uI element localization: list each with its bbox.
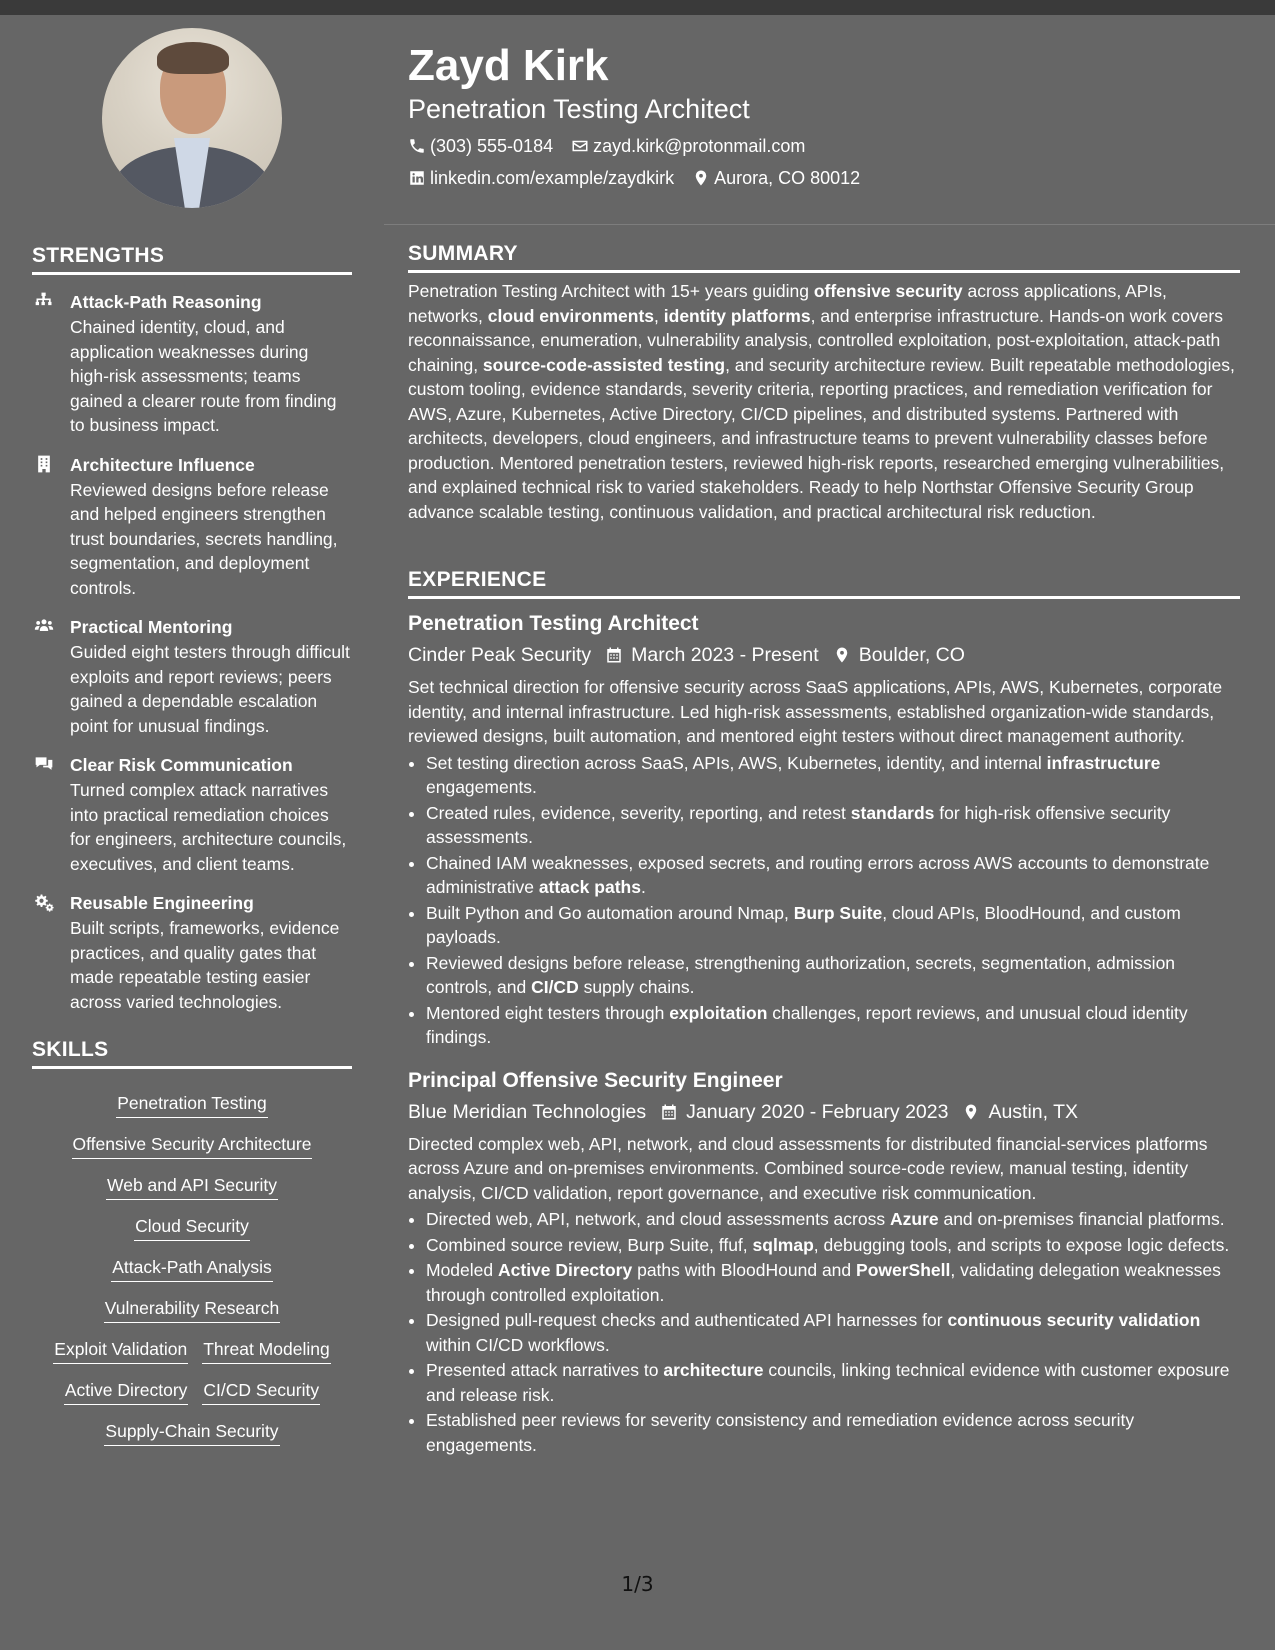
- envelope-icon: [571, 137, 589, 155]
- header: [408, 40, 1240, 194]
- job-location: Boulder, CO: [858, 644, 965, 666]
- email[interactable]: zayd.kirk@protonmail.com: [571, 130, 805, 162]
- summary-text: Penetration Testing Architect with 15+ years guiding offensive security across applications, APIs, networks, cloud environments, identity platforms, and enterprise infrastructure. Hands-on work covers reconnaissance, enumeration, vulnerability analysis, controlled exploitation, post-exploitation, attack-path chaining, source-code-assisted testing, and security architecture review. Built repeatable methodologies, custom tooling, evidence standards, severity criteria, reporting practices, and remediation verification for AWS, Azure, Kubernetes, Active Directory, CI/CD pipelines, and distributed systems. Partnered with architects, developers, cloud engineers, and infrastructure teams to prevent vulnerability classes before production. Mentored penetration testers, reviewed high-risk reports, researched emerging vulnerabilities, and explained technical risk to varied stakeholders. Ready to help Northstar Offensive Security Group advance scalable testing, continuous validation, and practical architectural risk reduction.: [408, 281, 1235, 522]
- strength-title: Attack-Path Reasoning: [70, 292, 262, 312]
- strength-description: Reviewed designs before release and helped engineers strengthen trust boundaries, secrets handling, segmentation, and deployment controls.: [70, 479, 338, 598]
- strength-title: Reusable Engineering: [70, 893, 254, 913]
- skill-tag: Cloud Security: [134, 1216, 250, 1241]
- strengths-section: [32, 244, 352, 1014]
- skills-list: [32, 1069, 352, 1446]
- strength-title: Practical Mentoring: [70, 617, 233, 637]
- page-number: 1/3: [621, 1572, 654, 1596]
- phone[interactable]: (303) 555-0184: [408, 130, 553, 162]
- bullet-item: • Reviewed designs before release, strengthening authorization, secrets, segmentation, admission controls, and CI/CD supply chains.: [426, 951, 1240, 1000]
- strengths-list: [32, 289, 352, 1014]
- skill-row: [32, 1216, 352, 1241]
- skill-tag: Offensive Security Architecture: [72, 1134, 313, 1159]
- calendar-icon: [660, 1103, 678, 1121]
- candidate-name: Zayd Kirk: [408, 41, 609, 90]
- building-icon: [32, 454, 56, 474]
- job-location: Austin, TX: [988, 1100, 1079, 1123]
- bullet-item: • Modeled Active Directory paths with BloodHound and PowerShell, validating delegation weaknesses through controlled exploitation.: [426, 1258, 1240, 1307]
- top-bar: [0, 0, 1275, 15]
- sitemap-icon: [32, 291, 56, 311]
- summary-heading: SUMMARY: [408, 242, 1240, 273]
- skill-tag: CI/CD Security: [202, 1380, 320, 1405]
- job-bullets: [408, 751, 1240, 1050]
- bullet-item: • Mentored eight testers through exploitation challenges, report reviews, and unusual cloud identity findings.: [426, 1001, 1240, 1050]
- company-name: Blue Meridian Technologies: [408, 1100, 647, 1123]
- location: Aurora, CO 80012: [692, 162, 860, 194]
- candidate-title: Penetration Testing Architect: [408, 94, 750, 124]
- skills-section: [32, 1038, 352, 1446]
- strength-title: Architecture Influence: [70, 454, 255, 475]
- skills-heading: SKILLS: [32, 1038, 352, 1069]
- skill-row: [32, 1421, 352, 1446]
- job-description: Directed complex web, API, network, and cloud assessments for distributed financial-services platforms across Azure and on-premises environments. Combined source-code review, manual testing, identity analysis, CI/CD validation, report governance, and executive risk communication.: [408, 1133, 1208, 1203]
- skill-tag: Vulnerability Research: [104, 1298, 280, 1323]
- experience-heading: EXPERIENCE: [408, 568, 1240, 599]
- job-entry: [408, 1066, 1240, 1458]
- comments-icon: [32, 754, 56, 774]
- phone-icon: [408, 137, 426, 155]
- job-bullets: [408, 1207, 1240, 1457]
- bullet-item: • Presented attack narratives to architecture councils, linking technical evidence with customer exposure and release risk.: [426, 1358, 1240, 1407]
- job-meta: [408, 1096, 1240, 1128]
- skill-row: [32, 1093, 352, 1118]
- skill-tag: Threat Modeling: [202, 1339, 330, 1364]
- bullet-item: • Chained IAM weaknesses, exposed secrets, and routing errors across AWS accounts to demonstrate administrative attack paths.: [426, 851, 1240, 900]
- left-column: [32, 28, 352, 1446]
- skill-row: [32, 1298, 352, 1323]
- summary-section: [408, 242, 1240, 524]
- strength-item: [32, 614, 352, 738]
- map-pin-icon: [962, 1103, 980, 1121]
- calendar-icon: [605, 646, 623, 664]
- strength-item: [32, 289, 352, 438]
- skill-row: [32, 1380, 352, 1405]
- job-description: Set technical direction for offensive security across SaaS applications, APIs, AWS, Kubernetes, corporate identity, and internal infrastructure. Led high-risk assessments, established organization-wide standards, reviewed designs, built automation, and mentored eight testers without direct management authority.: [408, 677, 1223, 746]
- strength-title: Clear Risk Communication: [70, 755, 293, 775]
- map-pin-icon: [692, 169, 710, 187]
- skill-row: [32, 1257, 352, 1282]
- job-title: Penetration Testing Architect: [408, 612, 699, 635]
- strength-item: [32, 452, 352, 601]
- skill-tag: Web and API Security: [106, 1175, 278, 1200]
- skill-row: [32, 1339, 352, 1364]
- experience-section: [408, 568, 1240, 1458]
- job-dates: March 2023 - Present: [631, 644, 819, 666]
- job-dates: January 2020 - February 2023: [686, 1100, 949, 1123]
- strength-description: Turned complex attack narratives into practical remediation choices for engineers, architecture councils, executives, and client teams.: [70, 780, 347, 874]
- skill-tag: Active Directory: [64, 1380, 189, 1405]
- strength-description: Guided eight testers through difficult exploits and report reviews; peers gained a dependable escalation point for unusual findings.: [70, 642, 350, 736]
- strengths-heading: STRENGTHS: [32, 244, 352, 275]
- map-pin-icon: [833, 646, 851, 664]
- gears-icon: [32, 892, 56, 912]
- skill-row: [32, 1134, 352, 1159]
- skill-tag: Supply-Chain Security: [104, 1421, 279, 1446]
- users-icon: [32, 616, 56, 636]
- avatar: [102, 28, 282, 208]
- bullet-item: • Built Python and Go automation around Nmap, Burp Suite, cloud APIs, BloodHound, and custom payloads.: [426, 901, 1240, 950]
- linkedin-icon: [408, 169, 426, 187]
- strength-description: Chained identity, cloud, and application weaknesses during high-risk assessments; teams gained a clearer route from finding to business impact.: [70, 317, 337, 435]
- skill-tag: Exploit Validation: [53, 1339, 188, 1364]
- skill-tag: Attack-Path Analysis: [111, 1257, 273, 1282]
- skill-tag: Penetration Testing: [116, 1093, 268, 1118]
- linkedin[interactable]: linkedin.com/example/zaydkirk: [408, 162, 674, 194]
- strength-item: [32, 890, 352, 1014]
- contact-row-2: [408, 162, 1240, 194]
- bullet-item: • Established peer reviews for severity consistency and remediation evidence across security engagements.: [426, 1408, 1240, 1457]
- bullet-item: • Set testing direction across SaaS, APIs, AWS, Kubernetes, identity, and internal infrastructure engagements.: [426, 751, 1240, 800]
- bullet-item: • Directed web, API, network, and cloud assessments across Azure and on-premises financial platforms.: [426, 1207, 1240, 1232]
- jobs-list: [408, 609, 1240, 1457]
- contact-row-1: [408, 130, 1240, 162]
- strength-item: [32, 752, 352, 876]
- bullet-item: • Designed pull-request checks and authenticated API harnesses for continuous security validation within CI/CD workflows.: [426, 1308, 1240, 1357]
- header-divider: [384, 224, 1275, 225]
- skill-row: [32, 1175, 352, 1200]
- job-entry: [408, 609, 1240, 1050]
- job-meta: [408, 639, 1240, 671]
- bullet-item: • Created rules, evidence, severity, reporting, and retest standards for high-risk offensive security assessments.: [426, 801, 1240, 850]
- strength-description: Built scripts, frameworks, evidence practices, and quality gates that made repeatable testing easier across varied technologies.: [70, 918, 340, 1012]
- job-title: Principal Offensive Security Engineer: [408, 1068, 783, 1092]
- company-name: Cinder Peak Security: [408, 644, 592, 666]
- bullet-item: • Combined source review, Burp Suite, ffuf, sqlmap, debugging tools, and scripts to expose logic defects.: [426, 1233, 1240, 1258]
